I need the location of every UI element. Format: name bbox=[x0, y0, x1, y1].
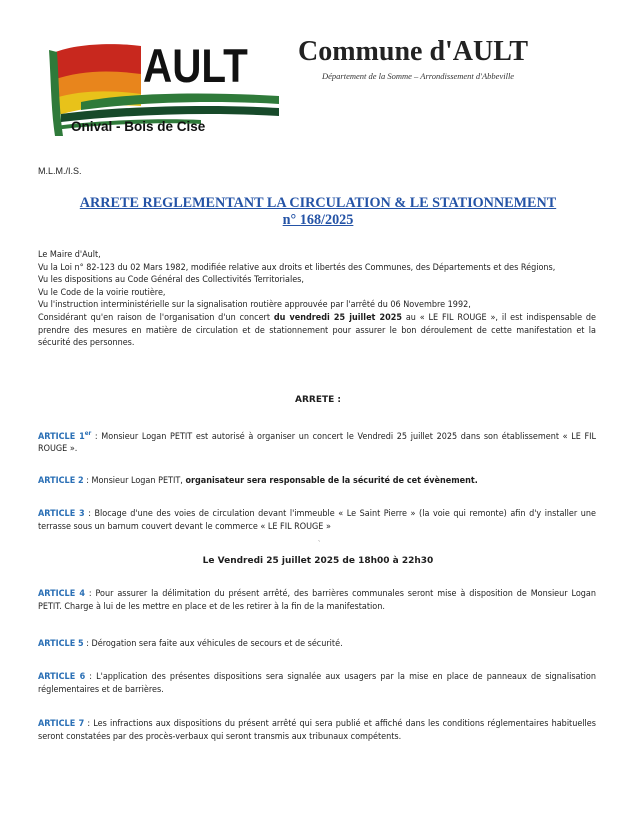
consid-text: Considérant qu'en raison de l'organisation d'un concert bbox=[38, 313, 274, 323]
article-bold-text: organisateur sera responsable de la sécurité de cet évènement. bbox=[185, 476, 478, 486]
article-label: ARTICLE 1er bbox=[38, 430, 92, 442]
article-text: : Monsieur Logan PETIT est autorisé à organiser un concert le Vendredi 25 juillet 2025 dans son établissement « LE FIL ROUGE ». bbox=[38, 431, 596, 455]
consid-text-end: au « LE FIL ROUGE », il est indispensable de prendre des mesures en matière de circulation et de stationnement pour assurer le bon déroulement de cette manifestation et la sécurité des personnes. bbox=[38, 313, 596, 349]
article-label: ARTICLE 6 bbox=[38, 672, 86, 682]
article-4 bbox=[38, 588, 596, 613]
preamble bbox=[38, 249, 559, 312]
article-text: : L'application des présentes dispositions sera signalée aux usagers par la mise en place de panneaux de signalisation réglementaires et de barrières. bbox=[38, 672, 596, 695]
logo-tagline: Onival - Bois de Cise bbox=[71, 119, 206, 134]
commune-subtitle: Département de la Somme – Arrondissement d'Abbeville bbox=[322, 71, 515, 81]
article-label: ARTICLE 3 bbox=[38, 509, 85, 519]
article-label: ARTICLE 4 bbox=[38, 589, 85, 599]
article-5 bbox=[38, 638, 559, 651]
title-line-1: ARRETE REGLEMENTANT LA CIRCULATION & LE STATIONNEMENT bbox=[79, 195, 557, 211]
article-7 bbox=[38, 718, 596, 743]
preamble-line: Vu le Code de la voirie routière, bbox=[38, 287, 166, 298]
article-text: : Les infractions aux dispositions du présent arrêté qui sera publié et affiché dans les conditions réglementaires habituelles seront constatées par des procès-verbaux qui seront transmis aux tribunaux compétents. bbox=[38, 719, 597, 742]
ault-logo bbox=[41, 40, 281, 144]
article-label: ARTICLE 5 bbox=[38, 639, 84, 649]
article-text: : Monsieur Logan PETIT, bbox=[83, 476, 186, 486]
article-2 bbox=[38, 475, 559, 488]
commune-title: Commune d'AULT bbox=[298, 36, 529, 67]
preamble-line: Vu la Loi n° 82-123 du 02 Mars 1982, modifiée relative aux droits et libertés des Communes, des Départements et des Régions, bbox=[38, 262, 556, 273]
article-label: ARTICLE 2 bbox=[38, 476, 84, 486]
logo-wordmark: AULT bbox=[143, 39, 248, 92]
preamble-line: Vu les dispositions au Code Général des Collectivités Territoriales, bbox=[38, 275, 304, 286]
article-3 bbox=[38, 508, 596, 533]
event-date-line: Le Vendredi 25 juillet 2025 de 18h00 à 22h30 bbox=[202, 556, 434, 566]
arrete-heading: ARRETE : bbox=[295, 395, 341, 405]
consid-date: du vendredi 25 juillet 2025 bbox=[273, 313, 402, 323]
article-1 bbox=[38, 428, 596, 456]
article-text: : Pour assurer la délimitation du présent arrêté, des barrières communales seront mise à disposition de Monsieur Logan PETIT. Charge à lui de les mettre en place et de les retirer à la fin de la manifestation. bbox=[38, 589, 596, 612]
reference-code: M.L.M./I.S. bbox=[38, 166, 82, 176]
document-title bbox=[38, 195, 598, 229]
article-label: ARTICLE 7 bbox=[38, 719, 85, 729]
article-6 bbox=[38, 671, 596, 696]
preamble-line: Le Maire d'Ault, bbox=[38, 250, 101, 260]
preamble-line: Vu l'instruction interministérielle sur la signalisation routière approuvée par l'arrêté du 06 Novembre 1992, bbox=[38, 300, 471, 311]
title-line-2: n° 168/2025 bbox=[282, 212, 354, 228]
stray-mark: ` bbox=[318, 541, 321, 548]
considering-paragraph bbox=[38, 312, 596, 350]
article-text: : Blocage d'une des voies de circulation devant l'immeuble « Le Saint Pierre » (la voie qui remonte) afin d'y installer une terrasse sous un barnum couvert devant le commerce « LE FIL ROUGE » bbox=[38, 509, 596, 532]
article-text: : Dérogation sera faite aux véhicules de secours et de sécurité. bbox=[83, 639, 343, 649]
